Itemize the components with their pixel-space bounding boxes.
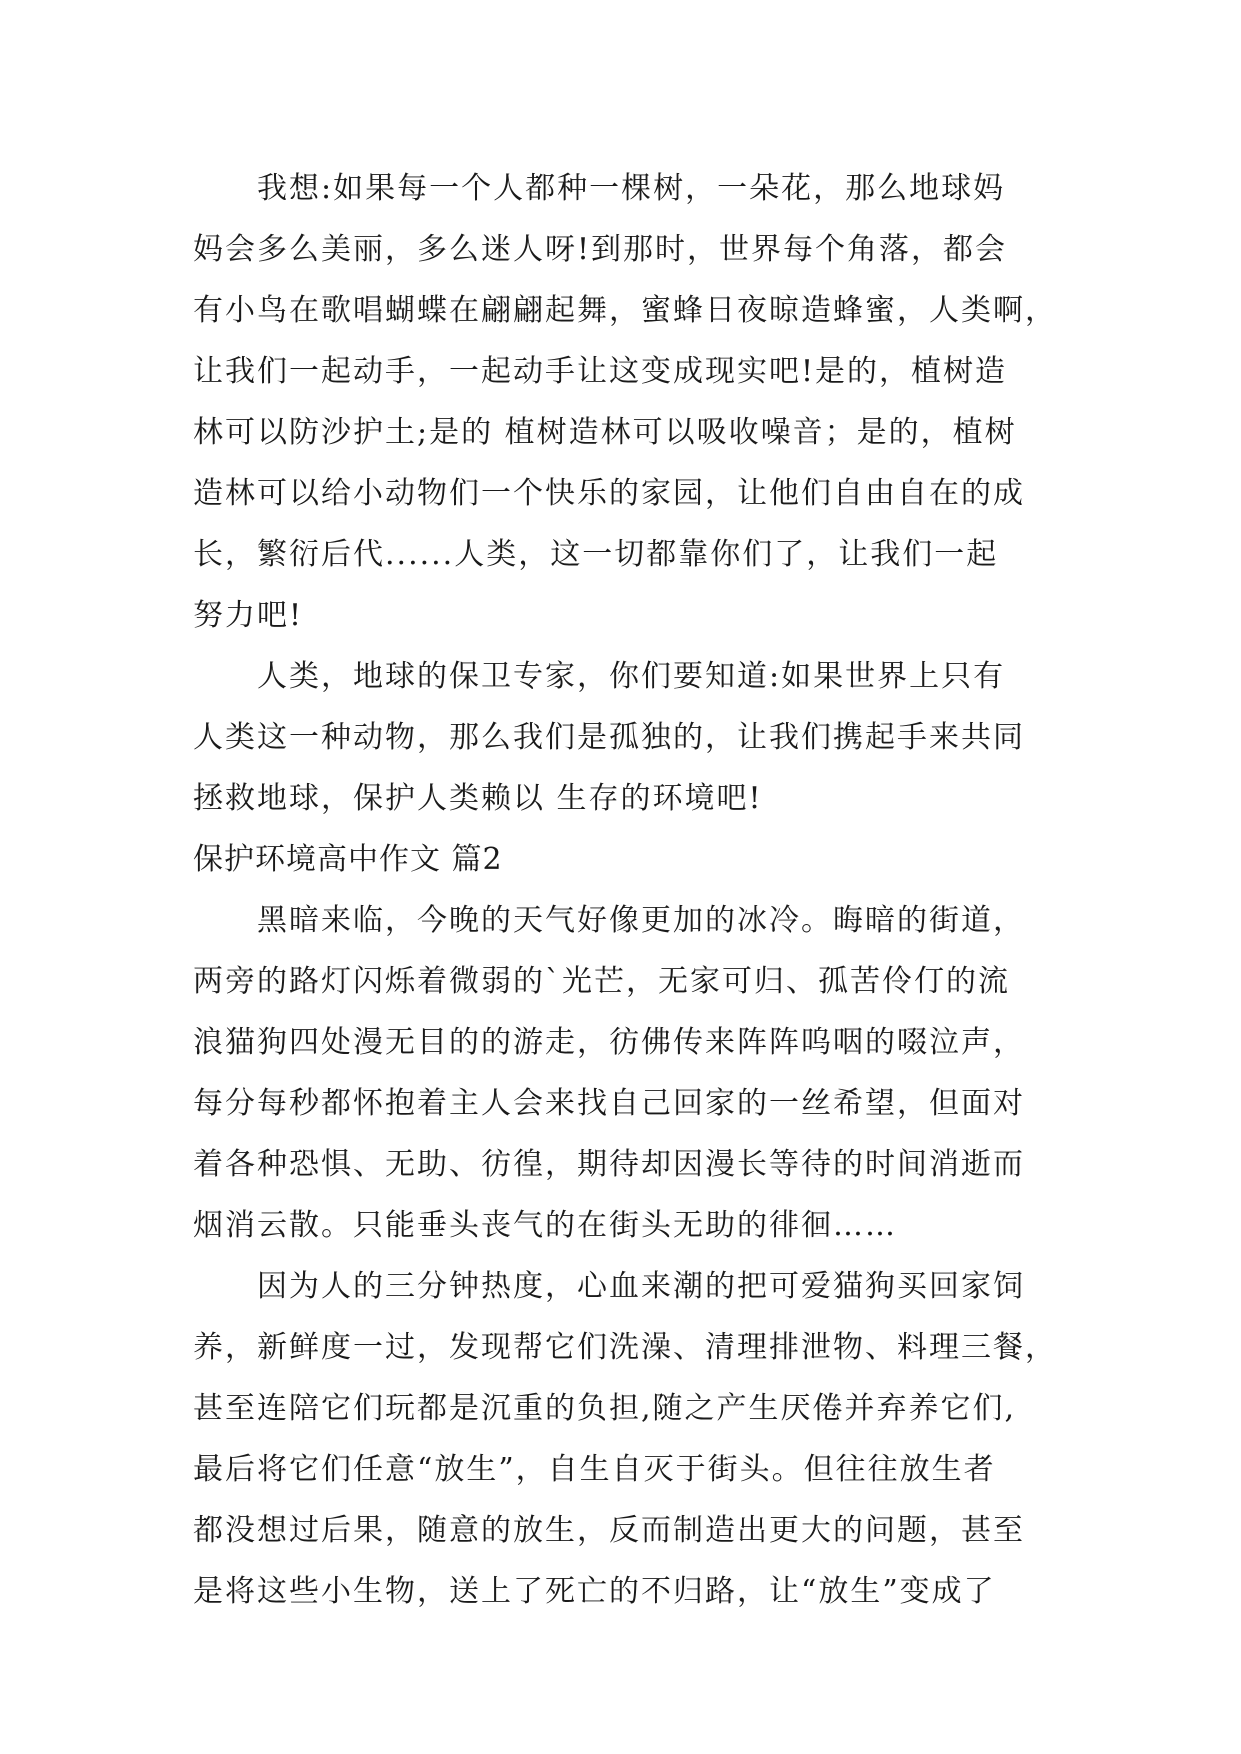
paragraph [193, 158, 1057, 646]
document-body [193, 158, 1057, 1622]
text-line: 林可以防沙护土;是的 植树造林可以吸收噪音；是的，植树 [193, 415, 1017, 450]
text-line: 妈会多么美丽，多么迷人呀!到那时，世界每个角落，都会 [193, 232, 1008, 267]
paragraph [193, 1256, 1057, 1622]
text-line: 都没想过后果，随意的放生，反而制造出更大的问题，甚至 [193, 1513, 1025, 1548]
text-line: 拯救地球，保护人类赖以 生存的环境吧! [193, 781, 763, 816]
text-line: 我想:如果每一个人都种一棵树，一朵花，那么地球妈 [257, 171, 1006, 206]
text-line: 最后将它们任意“放生”，自生自灭于街头。但往往放生者 [193, 1452, 996, 1487]
text-line: 有小鸟在歌唱蝴蝶在翩翩起舞，蜜蜂日夜晾造蜂蜜，人类啊， [193, 293, 1057, 328]
text-line: 造林可以给小动物们一个快乐的家园，让他们自由自在的成 [193, 476, 1025, 511]
text-line: 让我们一起动手，一起动手让这变成现实吧!是的，植树造 [193, 354, 1008, 389]
text-line: 因为人的三分钟热度，心血来潮的把可爱猫狗买回家饲 [257, 1269, 1025, 1304]
text-line: 烟消云散。只能垂头丧气的在街头无助的徘徊…… [193, 1208, 897, 1243]
text-line: 是将这些小生物，送上了死亡的不归路，让“放生”变成了 [193, 1574, 996, 1609]
text-line: 人类，地球的保卫专家，你们要知道:如果世界上只有 [257, 659, 1006, 694]
text-line: 努力吧! [193, 598, 304, 633]
text-line: 两旁的路灯闪烁着微弱的`光芒，无家可归、孤苦伶仃的流 [193, 964, 1010, 999]
section-heading-text: 保护环境高中作文 篇2 [193, 842, 503, 877]
text-line: 每分每秒都怀抱着主人会来找自己回家的一丝希望，但面对 [193, 1086, 1025, 1121]
text-line: 黑暗来临，今晚的天气好像更加的冰冷。晦暗的街道， [257, 903, 1025, 938]
text-line: 养，新鲜度一过，发现帮它们洗澡、清理排泄物、料理三餐， [193, 1330, 1057, 1365]
paragraph [193, 646, 1049, 829]
text-line: 人类这一种动物，那么我们是孤独的，让我们携起手来共同 [193, 720, 1025, 755]
section-heading [193, 829, 1049, 890]
text-line: 浪猫狗四处漫无目的的游走，彷佛传来阵阵呜咽的啜泣声， [193, 1025, 1025, 1060]
text-line: 着各种恐惧、无助、彷徨，期待却因漫长等待的时间消逝而 [193, 1147, 1025, 1182]
text-line: 甚至连陪它们玩都是沉重的负担,随之产生厌倦并弃养它们, [193, 1391, 1017, 1426]
text-line: 长，繁衍后代......人类，这一切都靠你们了，让我们一起 [193, 537, 999, 572]
paragraph [193, 890, 1049, 1256]
